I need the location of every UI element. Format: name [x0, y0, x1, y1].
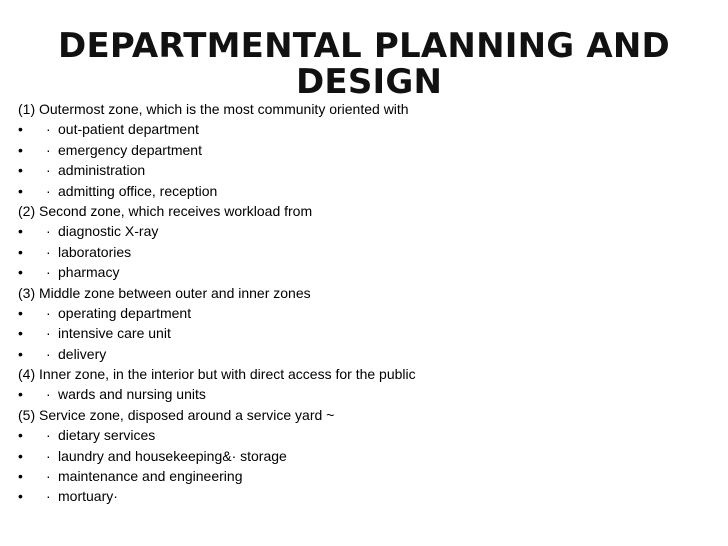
middle-dot-icon: ·: [46, 345, 51, 362]
bullet-icon: •: [18, 141, 23, 158]
zone-heading-text: (1) Outermost zone, which is the most community oriented with: [18, 101, 409, 117]
middle-dot-icon: ·: [46, 447, 51, 464]
bullet-icon: •: [18, 264, 23, 281]
zone-heading: [18, 364, 718, 384]
list-item: [18, 140, 718, 160]
zone-heading: [18, 283, 718, 303]
list-item-text: admitting office, reception: [58, 182, 218, 199]
zone-heading: [18, 201, 718, 221]
bullet-icon: •: [18, 304, 23, 321]
bullet-icon: •: [18, 121, 23, 138]
bullet-icon: •: [18, 325, 23, 342]
slide-body: [18, 99, 718, 507]
list-item-text: dietary services: [58, 427, 156, 444]
zone-heading: [18, 405, 718, 425]
bullet-icon: •: [18, 223, 23, 240]
list-item: [18, 303, 718, 323]
list-item: [18, 486, 718, 506]
bullet-icon: •: [18, 386, 23, 403]
list-item-text: diagnostic X-ray: [58, 223, 159, 240]
middle-dot-icon: ·: [46, 488, 51, 505]
slide-title: [0, 22, 728, 106]
list-item-text: out-patient department: [58, 121, 199, 138]
list-item: [18, 242, 718, 262]
zone-heading: [18, 99, 718, 119]
list-item-text: administration: [58, 162, 146, 179]
bullet-icon: •: [18, 243, 23, 260]
middle-dot-icon: ·: [46, 182, 51, 199]
list-item: [18, 160, 718, 180]
middle-dot-icon: ·: [46, 141, 51, 158]
bullet-icon: •: [18, 488, 23, 505]
list-item-text: delivery: [58, 345, 107, 362]
list-item: [18, 181, 718, 201]
list-item: [18, 425, 718, 445]
zone-heading-text: (3) Middle zone between outer and inner zones: [18, 284, 311, 301]
list-item-text: pharmacy: [58, 264, 120, 281]
middle-dot-icon: ·: [46, 468, 51, 485]
middle-dot-icon: ·: [46, 325, 51, 342]
middle-dot-icon: ·: [46, 223, 51, 240]
list-item: [18, 344, 718, 364]
list-item: [18, 221, 718, 241]
bullet-icon: •: [18, 345, 23, 362]
bullet-icon: •: [18, 427, 23, 444]
list-item-text: wards and nursing units: [58, 386, 206, 403]
middle-dot-icon: ·: [46, 243, 51, 260]
list-item-text: laundry and housekeeping&· storage: [58, 447, 287, 464]
bullet-icon: •: [18, 447, 23, 464]
list-item: [18, 323, 718, 343]
zone-heading-text: (4) Inner zone, in the interior but with direct access for the public: [18, 366, 416, 383]
slide-title-line-1: DEPARTMENTAL PLANNING AND: [58, 26, 670, 66]
list-item-text: emergency department: [58, 141, 202, 158]
middle-dot-icon: ·: [46, 427, 51, 444]
middle-dot-icon: ·: [46, 304, 51, 321]
zone-heading-text: (5) Service zone, disposed around a service yard ~: [18, 406, 335, 423]
list-item: [18, 119, 718, 139]
list-item-text: maintenance and engineering: [58, 468, 243, 485]
bullet-icon: •: [18, 468, 23, 485]
list-item: [18, 466, 718, 486]
list-item-text: mortuary·: [58, 488, 118, 505]
slide-title-line-2: DESIGN: [296, 62, 443, 102]
middle-dot-icon: ·: [46, 162, 51, 179]
middle-dot-icon: ·: [46, 386, 51, 403]
bullet-icon: •: [18, 162, 23, 179]
middle-dot-icon: ·: [46, 264, 51, 281]
bullet-icon: •: [18, 182, 23, 199]
list-item-text: laboratories: [58, 243, 132, 260]
middle-dot-icon: ·: [46, 121, 51, 138]
list-item: [18, 384, 718, 404]
list-item: [18, 446, 718, 466]
list-item-text: operating department: [58, 304, 192, 321]
list-item: [18, 262, 718, 282]
zone-heading-text: (2) Second zone, which receives workload from: [18, 202, 313, 219]
list-item-text: intensive care unit: [58, 325, 171, 342]
